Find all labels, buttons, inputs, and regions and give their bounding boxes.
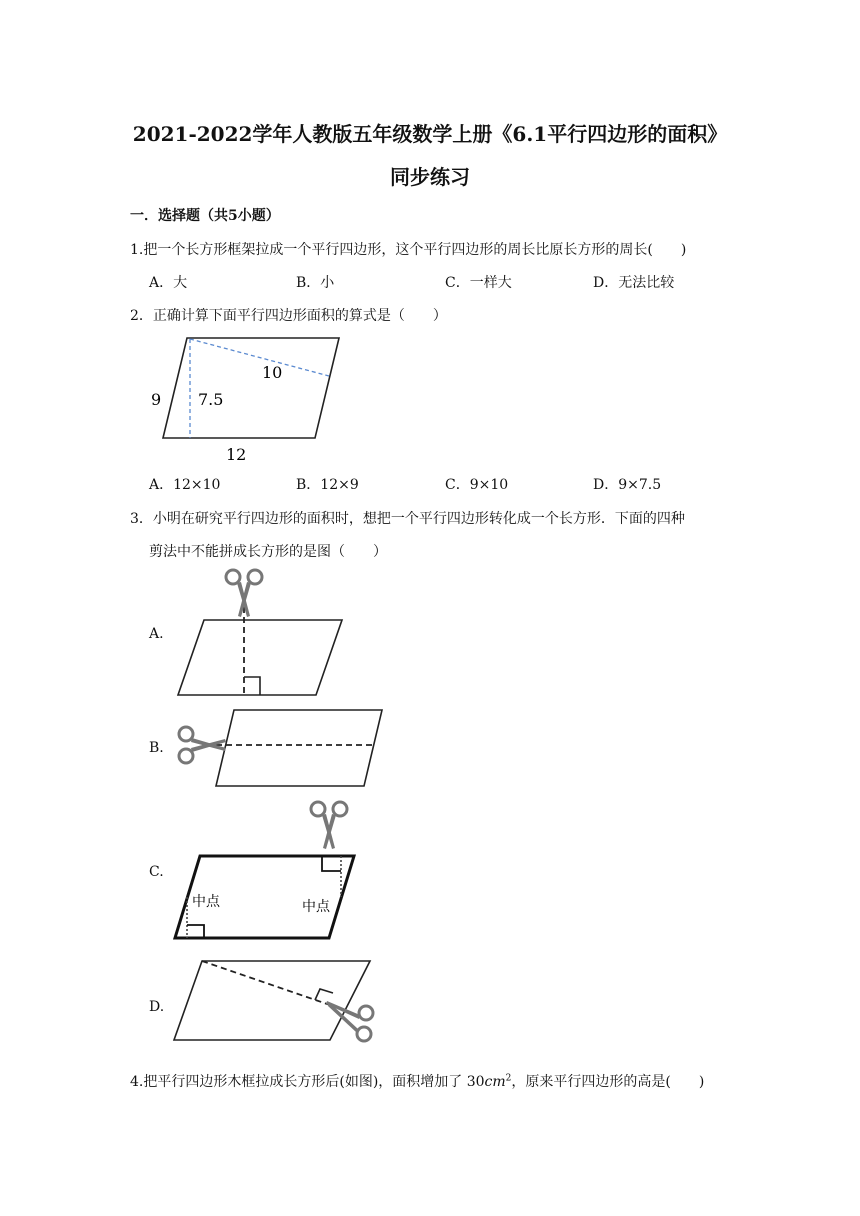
q3-figure-b-label: B. xyxy=(149,740,164,756)
q3-figure-b xyxy=(170,703,390,793)
scissors-icon xyxy=(311,802,347,849)
document-title: 2021-2022学年人教版五年级数学上册《6.1平行四边形的面积》 xyxy=(132,122,728,146)
q2-option-d: D．9×7.5 xyxy=(593,477,662,493)
q2-label-base: 12 xyxy=(226,445,247,464)
q2-label-slant-height: 10 xyxy=(262,363,283,382)
q2-option-b: B．12×9 xyxy=(296,477,359,493)
question-2: 2．正确计算下面平行四边形面积的算式是（ ） xyxy=(130,308,447,324)
q2-parallelogram-figure xyxy=(140,330,360,465)
section-heading: 一．选择题（共5小题） xyxy=(130,208,280,224)
q3-figure-a-label: A. xyxy=(149,626,164,642)
q3-figure-c-label: C. xyxy=(149,864,164,880)
q3-figure-a xyxy=(170,565,360,700)
q3-c-midpoint-right: 中点 xyxy=(302,899,330,915)
question-3-line1: 3．小明在研究平行四边形的面积时，想把一个平行四边形转化成一个长方形．下面的四种 xyxy=(130,511,685,527)
q1-option-b: B．小 xyxy=(296,275,335,291)
question-4: 4.把平行四边形木框拉成长方形后(如图)，面积增加了 $30cm^2$，原来平行四边形的高是( ) xyxy=(130,1073,705,1090)
q2-option-c: C．9×10 xyxy=(445,477,509,493)
q3-c-midpoint-left: 中点 xyxy=(192,894,220,910)
q2-option-a: A．12×10 xyxy=(149,477,221,493)
q3-figure-d-label: D. xyxy=(149,999,165,1015)
q1-option-d: D．无法比较 xyxy=(593,275,675,291)
question-3-line2: 剪法中不能拼成长方形的是图（ ） xyxy=(149,544,387,560)
q3-figure-c xyxy=(170,797,360,945)
document-subtitle: 同步练习 xyxy=(390,165,470,189)
q1-option-c: C．一样大 xyxy=(445,275,512,291)
question-1: 1.把一个长方形框架拉成一个平行四边形，这个平行四边形的周长比原长方形的周长( ) xyxy=(130,242,687,258)
q2-label-side: 9 xyxy=(151,390,162,409)
q1-option-a: A．大 xyxy=(149,275,188,291)
q2-label-height: 7.5 xyxy=(198,390,224,409)
q3-figure-d xyxy=(170,955,390,1055)
